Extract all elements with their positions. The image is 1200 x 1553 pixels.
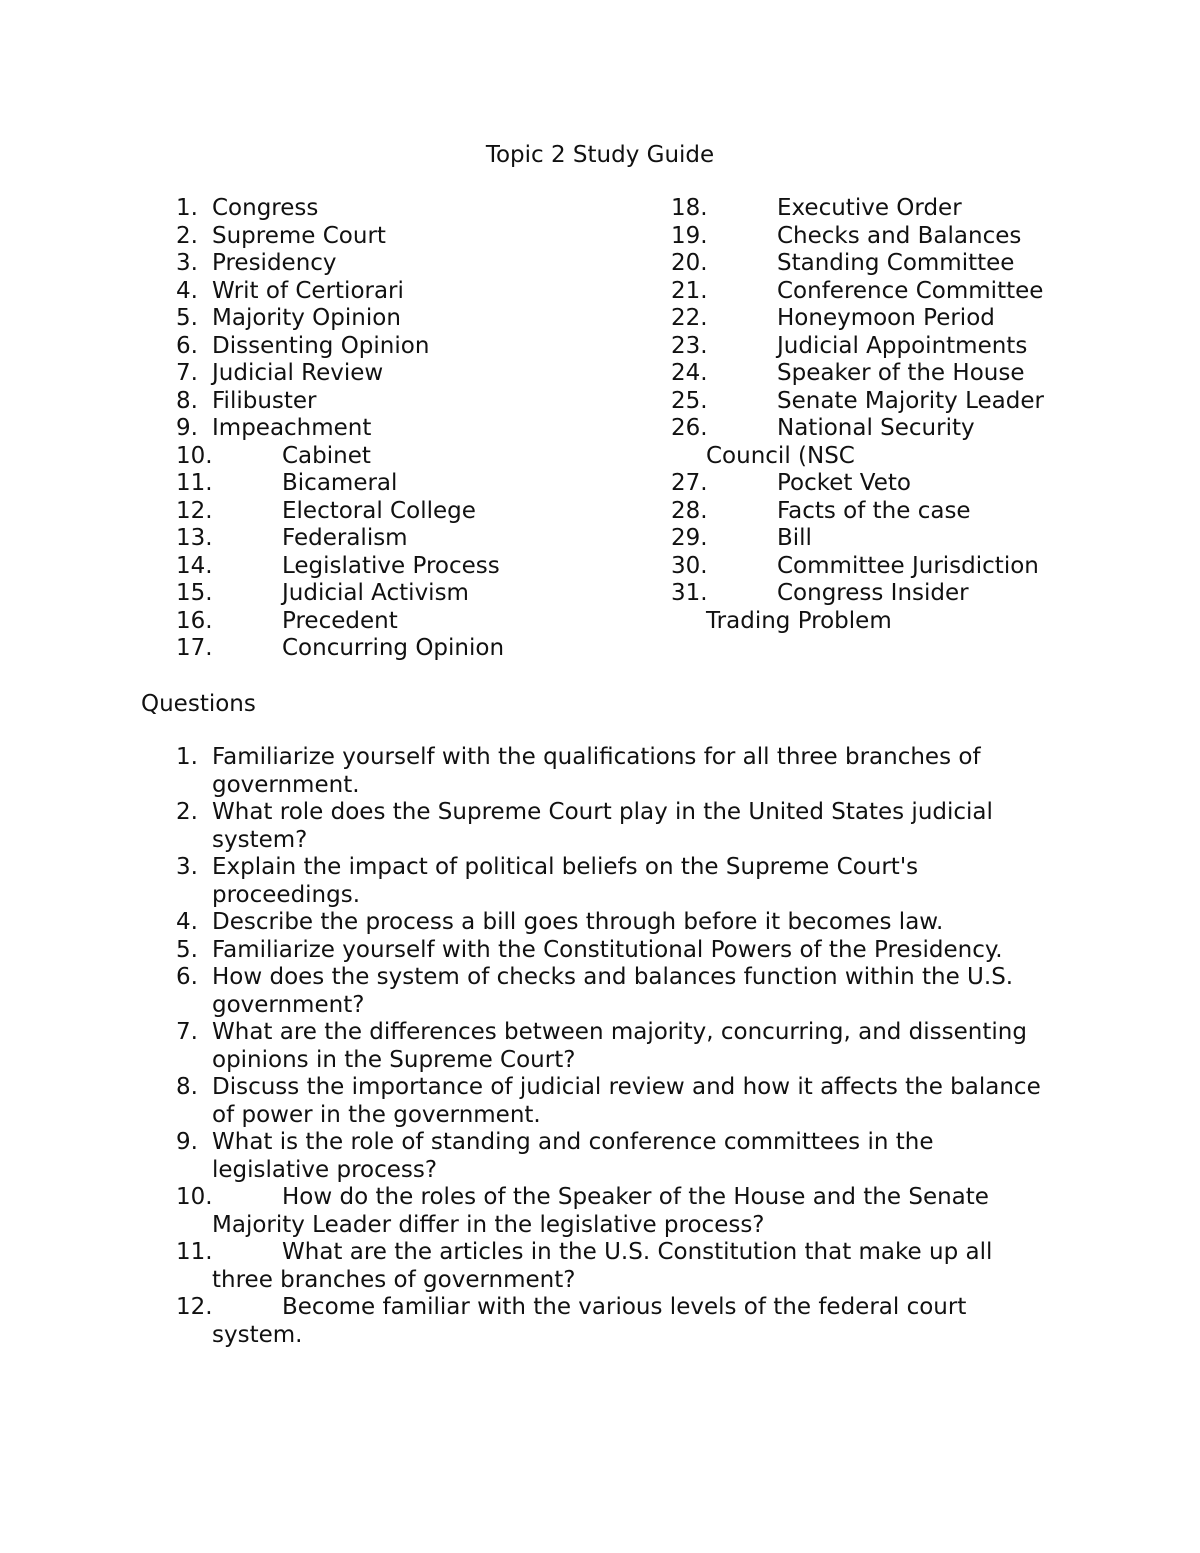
term-number: 10. bbox=[176, 442, 213, 469]
term-text: Standing Committee bbox=[777, 250, 1015, 276]
term-text: Electoral College bbox=[282, 497, 476, 524]
term-text: Checks and Balances bbox=[777, 222, 1022, 249]
term-item bbox=[176, 553, 676, 581]
term-number: 9. bbox=[176, 415, 198, 441]
term-text: Conference Committee bbox=[777, 277, 1044, 304]
question-text: What are the differences between majority, concurring, and dissenting opinions in the Supreme Court? bbox=[212, 1019, 1027, 1073]
question-text: What is the role of standing and conference committees in the legislative process? bbox=[212, 1129, 934, 1183]
term-number: 11. bbox=[176, 470, 213, 496]
term-number: 5. bbox=[176, 305, 198, 331]
question-text: Familiarize yourself with the qualifications for all three branches of government. bbox=[212, 744, 981, 798]
term-item bbox=[671, 360, 1171, 388]
term-number: 15. bbox=[176, 580, 213, 606]
question-number: 9. bbox=[176, 1129, 198, 1155]
term-item bbox=[671, 333, 1171, 361]
term-number: 30. bbox=[671, 552, 708, 579]
term-text: National Security bbox=[777, 415, 975, 441]
term-item bbox=[671, 388, 1171, 416]
term-number: 22. bbox=[671, 305, 708, 331]
term-number: 31. bbox=[671, 580, 708, 606]
question-item bbox=[176, 1019, 1056, 1074]
questions-heading: Questions bbox=[141, 691, 256, 717]
question-item bbox=[176, 1074, 1056, 1129]
question-number: 7. bbox=[176, 1019, 198, 1045]
question-number: 12. bbox=[176, 1294, 213, 1320]
term-number: 7. bbox=[176, 360, 198, 386]
term-number: 17. bbox=[176, 635, 213, 661]
question-item bbox=[176, 744, 1056, 799]
term-number: 3. bbox=[176, 250, 198, 276]
term-item bbox=[671, 415, 1171, 470]
term-text: Congress bbox=[212, 195, 319, 221]
question-number: 4. bbox=[176, 909, 198, 935]
term-number: 20. bbox=[671, 250, 708, 276]
question-item bbox=[176, 964, 1056, 1019]
term-text: Supreme Court bbox=[212, 222, 386, 249]
terms-list-left bbox=[176, 195, 676, 663]
term-item bbox=[671, 195, 1171, 223]
term-item bbox=[176, 443, 676, 471]
question-number: 2. bbox=[176, 799, 198, 825]
term-text: Executive Order bbox=[777, 195, 962, 221]
term-item bbox=[176, 333, 676, 361]
term-text: Bill bbox=[777, 525, 812, 551]
term-number: 24. bbox=[671, 360, 708, 386]
term-text: Concurring Opinion bbox=[282, 635, 505, 661]
term-item bbox=[176, 635, 676, 663]
term-number: 18. bbox=[671, 195, 708, 221]
term-number: 28. bbox=[671, 497, 708, 524]
term-item bbox=[176, 608, 676, 636]
term-number: 2. bbox=[176, 222, 198, 249]
question-text: What are the articles in the U.S. Constitution that make up all three branches of government? bbox=[212, 1239, 993, 1293]
term-text: Legislative Process bbox=[282, 552, 500, 579]
term-text: Judicial Activism bbox=[282, 580, 469, 606]
question-text: Become familiar with the various levels of the federal court system. bbox=[212, 1294, 967, 1348]
term-text: Honeymoon Period bbox=[777, 305, 995, 331]
term-number: 14. bbox=[176, 552, 213, 579]
term-number: 23. bbox=[671, 332, 708, 359]
question-text: Discuss the importance of judicial review and how it affects the balance of power in the government. bbox=[212, 1074, 1041, 1128]
term-item bbox=[176, 195, 676, 223]
question-item bbox=[176, 909, 1056, 937]
question-item bbox=[176, 1294, 1056, 1349]
term-text: Precedent bbox=[282, 607, 398, 634]
term-item bbox=[671, 498, 1171, 526]
term-item bbox=[671, 525, 1171, 553]
question-text: How does the system of checks and balances function within the U.S. government? bbox=[212, 964, 1014, 1018]
document-title: Topic 2 Study Guide bbox=[485, 142, 715, 168]
term-item bbox=[176, 525, 676, 553]
term-item bbox=[176, 223, 676, 251]
term-item bbox=[671, 553, 1171, 581]
term-item bbox=[176, 250, 676, 278]
question-number: 11. bbox=[176, 1239, 213, 1265]
term-text: Judicial Appointments bbox=[777, 332, 1028, 359]
question-item bbox=[176, 1239, 1056, 1294]
term-item bbox=[176, 360, 676, 388]
questions-list bbox=[176, 744, 1056, 1349]
question-number: 6. bbox=[176, 964, 198, 990]
term-item bbox=[176, 388, 676, 416]
term-text: Congress Insider bbox=[777, 580, 969, 606]
question-text: Explain the impact of political beliefs on the Supreme Court's proceedings. bbox=[212, 854, 919, 908]
term-number: 4. bbox=[176, 277, 198, 304]
term-item bbox=[176, 470, 676, 498]
term-item bbox=[176, 580, 676, 608]
term-text: Bicameral bbox=[282, 470, 398, 496]
term-text: Presidency bbox=[212, 250, 337, 276]
term-text: Judicial Review bbox=[212, 360, 384, 386]
term-text: Speaker of the House bbox=[777, 360, 1025, 386]
term-number: 27. bbox=[671, 470, 708, 496]
term-item bbox=[176, 305, 676, 333]
term-text: Committee Jurisdiction bbox=[777, 552, 1039, 579]
term-text-continuation: Trading Problem bbox=[706, 607, 892, 634]
question-text: How do the roles of the Speaker of the House and the Senate Majority Leader differ in the legislative process? bbox=[212, 1184, 989, 1238]
term-item bbox=[176, 278, 676, 306]
question-item bbox=[176, 1129, 1056, 1184]
term-number: 25. bbox=[671, 387, 708, 414]
term-number: 12. bbox=[176, 497, 213, 524]
term-number: 21. bbox=[671, 277, 708, 304]
term-number: 19. bbox=[671, 222, 708, 249]
term-text: Writ of Certiorari bbox=[212, 277, 404, 304]
question-number: 5. bbox=[176, 936, 198, 963]
question-text: Describe the process a bill goes through before it becomes law. bbox=[212, 909, 944, 935]
term-text: Federalism bbox=[282, 525, 408, 551]
question-item bbox=[176, 937, 1056, 965]
term-item bbox=[671, 278, 1171, 306]
term-text: Senate Majority Leader bbox=[777, 387, 1044, 414]
term-item bbox=[176, 415, 676, 443]
term-number: 8. bbox=[176, 387, 198, 414]
term-text: Dissenting Opinion bbox=[212, 332, 430, 359]
term-text: Cabinet bbox=[282, 442, 371, 469]
term-text: Pocket Veto bbox=[777, 470, 911, 496]
term-text-continuation: Council (NSC bbox=[706, 442, 855, 469]
term-text: Filibuster bbox=[212, 387, 317, 414]
term-number: 26. bbox=[671, 415, 708, 441]
question-number: 10. bbox=[176, 1184, 213, 1210]
question-item bbox=[176, 799, 1056, 854]
term-item bbox=[671, 223, 1171, 251]
terms-list-right bbox=[671, 195, 1171, 635]
term-number: 6. bbox=[176, 332, 198, 359]
question-number: 3. bbox=[176, 854, 198, 880]
term-item bbox=[671, 305, 1171, 333]
question-text: Familiarize yourself with the Constitutional Powers of the Presidency. bbox=[212, 936, 1003, 963]
question-number: 8. bbox=[176, 1074, 198, 1100]
term-item bbox=[671, 250, 1171, 278]
term-number: 1. bbox=[176, 195, 198, 221]
question-text: What role does the Supreme Court play in the United States judicial system? bbox=[212, 799, 993, 853]
term-item bbox=[176, 498, 676, 526]
term-number: 29. bbox=[671, 525, 708, 551]
term-text: Facts of the case bbox=[777, 497, 971, 524]
question-item bbox=[176, 854, 1056, 909]
question-number: 1. bbox=[176, 744, 198, 770]
term-item bbox=[671, 580, 1171, 635]
term-text: Impeachment bbox=[212, 415, 372, 441]
term-number: 16. bbox=[176, 607, 213, 634]
question-item bbox=[176, 1184, 1056, 1239]
term-number: 13. bbox=[176, 525, 213, 551]
term-item bbox=[671, 470, 1171, 498]
term-text: Majority Opinion bbox=[212, 305, 401, 331]
